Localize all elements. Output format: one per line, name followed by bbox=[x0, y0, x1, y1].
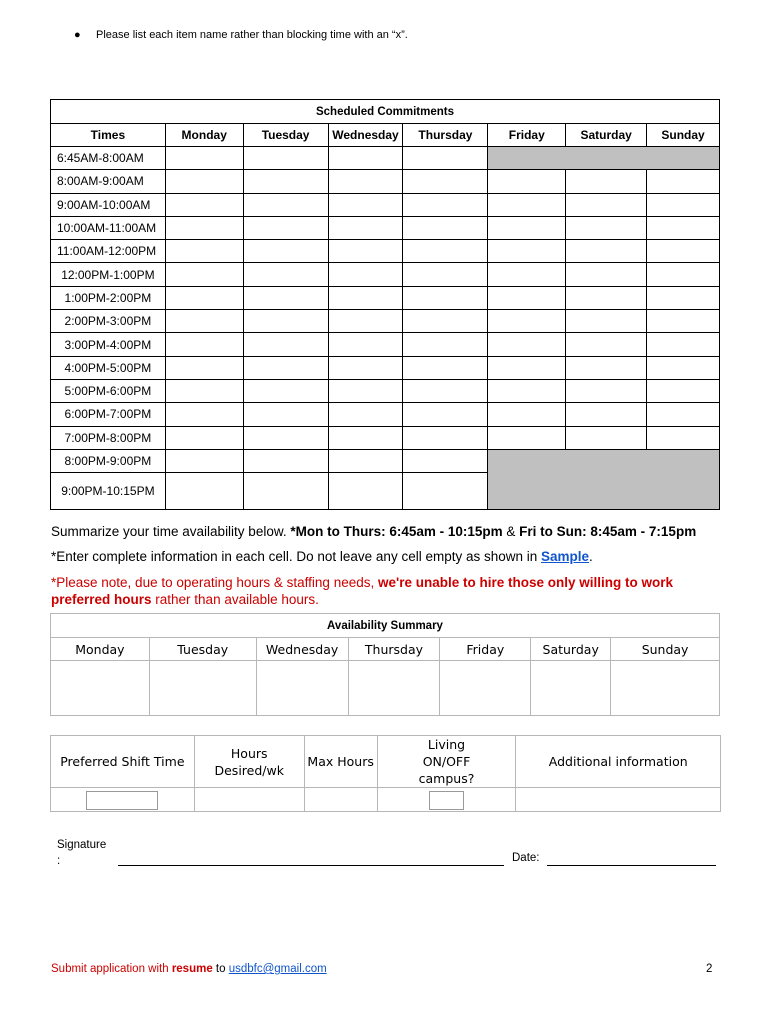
schedule-cell[interactable] bbox=[566, 356, 647, 379]
table-row bbox=[51, 379, 720, 402]
schedule-cell[interactable] bbox=[647, 426, 720, 449]
unavailable-block bbox=[488, 147, 720, 170]
schedule-cell[interactable] bbox=[165, 403, 243, 426]
table-row bbox=[51, 286, 720, 309]
header-times: Times bbox=[51, 124, 166, 147]
table-row bbox=[51, 216, 720, 239]
scheduled-commitments-table bbox=[50, 99, 720, 510]
avail-cell-thursday[interactable] bbox=[348, 661, 440, 716]
schedule-cell[interactable] bbox=[165, 216, 243, 239]
footer-note: Submit application with resume to usdbfc@gmail.com bbox=[51, 963, 327, 975]
schedule-cell[interactable] bbox=[243, 403, 328, 426]
header-friday: Friday bbox=[488, 124, 566, 147]
instruction-bullet bbox=[74, 29, 408, 41]
schedule-cell[interactable] bbox=[243, 193, 328, 216]
time-label: 9:00PM-10:15PM bbox=[51, 473, 166, 510]
preferred-shift-input[interactable] bbox=[86, 791, 158, 810]
table-row bbox=[51, 193, 720, 216]
additional-info-cell[interactable] bbox=[516, 788, 721, 812]
table-row bbox=[51, 333, 720, 356]
schedule-cell[interactable] bbox=[566, 426, 647, 449]
table-row bbox=[51, 147, 720, 170]
schedule-cell[interactable] bbox=[328, 333, 403, 356]
schedule-cell[interactable] bbox=[243, 333, 328, 356]
schedule-cell[interactable] bbox=[165, 473, 243, 510]
schedule-cell[interactable] bbox=[566, 170, 647, 193]
schedule-cell[interactable] bbox=[566, 216, 647, 239]
time-label: 6:00PM-7:00PM bbox=[51, 403, 166, 426]
schedule-cell[interactable] bbox=[488, 216, 566, 239]
date-label: Date: bbox=[512, 852, 540, 864]
bullet-text: Please list each item name rather than blocking time with an “x”. bbox=[96, 29, 408, 41]
schedule-cell[interactable] bbox=[403, 216, 488, 239]
date-line[interactable] bbox=[547, 865, 716, 866]
schedule-cell[interactable] bbox=[647, 356, 720, 379]
avail-cell-saturday[interactable] bbox=[531, 661, 611, 716]
table-row bbox=[51, 240, 720, 263]
schedule-cell[interactable] bbox=[566, 286, 647, 309]
time-label: 12:00PM-1:00PM bbox=[51, 263, 166, 286]
table-row bbox=[51, 403, 720, 426]
avail-cell-tuesday[interactable] bbox=[149, 661, 256, 716]
time-label: 8:00AM-9:00AM bbox=[51, 170, 166, 193]
schedule-cell[interactable] bbox=[566, 263, 647, 286]
schedule-cell[interactable] bbox=[403, 356, 488, 379]
schedule-cell[interactable] bbox=[403, 449, 488, 472]
header-max-hours: Max Hours bbox=[304, 736, 377, 788]
unavailable-block bbox=[488, 449, 720, 509]
header-thursday: Thursday bbox=[403, 124, 488, 147]
time-label: 7:00PM-8:00PM bbox=[51, 426, 166, 449]
table-row bbox=[51, 426, 720, 449]
schedule-cell[interactable] bbox=[165, 426, 243, 449]
avail-cell-wednesday[interactable] bbox=[256, 661, 348, 716]
table-row bbox=[51, 356, 720, 379]
schedule-cell[interactable] bbox=[165, 379, 243, 402]
schedule-cell[interactable] bbox=[488, 286, 566, 309]
schedule-cell[interactable] bbox=[165, 449, 243, 472]
availability-caption: Availability Summary bbox=[51, 614, 720, 638]
schedule-cell[interactable] bbox=[403, 170, 488, 193]
schedule-cell[interactable] bbox=[403, 310, 488, 333]
schedule-cell[interactable] bbox=[647, 263, 720, 286]
schedule-cell[interactable] bbox=[243, 216, 328, 239]
schedule-cell[interactable] bbox=[243, 170, 328, 193]
schedule-cell[interactable] bbox=[488, 240, 566, 263]
schedule-cell[interactable] bbox=[328, 426, 403, 449]
table-row bbox=[51, 449, 720, 472]
schedule-cell[interactable] bbox=[403, 147, 488, 170]
schedule-cell[interactable] bbox=[328, 263, 403, 286]
time-label: 9:00AM-10:00AM bbox=[51, 193, 166, 216]
schedule-cell[interactable] bbox=[647, 216, 720, 239]
time-label: 4:00PM-5:00PM bbox=[51, 356, 166, 379]
schedule-cell[interactable] bbox=[488, 426, 566, 449]
schedule-cell[interactable] bbox=[647, 379, 720, 402]
schedule-cell[interactable] bbox=[403, 379, 488, 402]
schedule-cell[interactable] bbox=[165, 170, 243, 193]
schedule-cell[interactable] bbox=[165, 356, 243, 379]
email-link[interactable]: usdbfc@gmail.com bbox=[228, 963, 327, 975]
schedule-cell[interactable] bbox=[488, 333, 566, 356]
summary-line-1: Summarize your time availability below. *Mon to Thurs: 6:45am - 10:15pm & Fri to Sun: 8:45am - 7:15pm bbox=[51, 524, 697, 539]
schedule-cell[interactable] bbox=[328, 473, 403, 510]
schedule-cell[interactable] bbox=[403, 426, 488, 449]
avail-day-sunday: Sunday bbox=[611, 638, 720, 661]
avail-day-monday: Monday bbox=[51, 638, 150, 661]
schedule-cell[interactable] bbox=[566, 403, 647, 426]
schedule-cell[interactable] bbox=[328, 286, 403, 309]
schedule-cell[interactable] bbox=[165, 310, 243, 333]
header-monday: Monday bbox=[165, 124, 243, 147]
schedule-cell[interactable] bbox=[488, 263, 566, 286]
schedule-cell[interactable] bbox=[488, 170, 566, 193]
schedule-cell[interactable] bbox=[328, 147, 403, 170]
schedule-cell[interactable] bbox=[165, 286, 243, 309]
avail-day-thursday: Thursday bbox=[348, 638, 440, 661]
max-hours-cell[interactable] bbox=[304, 788, 377, 812]
sample-link[interactable]: Sample bbox=[541, 549, 590, 564]
avail-cell-friday[interactable] bbox=[440, 661, 531, 716]
schedule-cell[interactable] bbox=[328, 216, 403, 239]
schedule-cell[interactable] bbox=[243, 356, 328, 379]
header-sunday: Sunday bbox=[647, 124, 720, 147]
schedule-caption: Scheduled Commitments bbox=[51, 100, 720, 124]
bullet-icon: ● bbox=[74, 29, 81, 41]
schedule-cell[interactable] bbox=[403, 333, 488, 356]
time-label: 1:00PM-2:00PM bbox=[51, 286, 166, 309]
schedule-cell[interactable] bbox=[488, 379, 566, 402]
summary-line-2: *Enter complete information in each cell. Do not leave any cell empty as shown in Sample. bbox=[51, 549, 593, 564]
schedule-cell[interactable] bbox=[328, 379, 403, 402]
schedule-cell[interactable] bbox=[488, 310, 566, 333]
schedule-header-row bbox=[51, 124, 720, 147]
schedule-cell[interactable] bbox=[566, 333, 647, 356]
schedule-cell[interactable] bbox=[403, 286, 488, 309]
schedule-cell[interactable] bbox=[566, 379, 647, 402]
schedule-cell[interactable] bbox=[243, 240, 328, 263]
preferred-shift-cell bbox=[51, 788, 195, 812]
schedule-cell[interactable] bbox=[165, 240, 243, 263]
avail-day-tuesday: Tuesday bbox=[149, 638, 256, 661]
header-tuesday: Tuesday bbox=[243, 124, 328, 147]
header-saturday: Saturday bbox=[566, 124, 647, 147]
schedule-cell[interactable] bbox=[647, 333, 720, 356]
schedule-cell[interactable] bbox=[328, 449, 403, 472]
avail-cell-monday[interactable] bbox=[51, 661, 150, 716]
schedule-cell[interactable] bbox=[243, 263, 328, 286]
header-additional-info: Additional information bbox=[516, 736, 721, 788]
avail-cell-sunday[interactable] bbox=[611, 661, 720, 716]
hours-desired-cell[interactable] bbox=[194, 788, 304, 812]
schedule-cell[interactable] bbox=[488, 403, 566, 426]
schedule-cell[interactable] bbox=[243, 426, 328, 449]
living-campus-input[interactable] bbox=[429, 791, 464, 810]
schedule-cell[interactable] bbox=[328, 356, 403, 379]
avail-day-friday: Friday bbox=[440, 638, 531, 661]
schedule-cell[interactable] bbox=[243, 310, 328, 333]
schedule-cell[interactable] bbox=[647, 240, 720, 263]
schedule-cell[interactable] bbox=[488, 356, 566, 379]
time-label: 10:00AM-11:00AM bbox=[51, 216, 166, 239]
schedule-cell[interactable] bbox=[566, 310, 647, 333]
schedule-cell[interactable] bbox=[165, 333, 243, 356]
header-living-campus: Living ON/OFF campus? bbox=[377, 736, 516, 788]
schedule-cell[interactable] bbox=[647, 170, 720, 193]
avail-day-saturday: Saturday bbox=[531, 638, 611, 661]
schedule-cell[interactable] bbox=[403, 240, 488, 263]
schedule-cell[interactable] bbox=[243, 449, 328, 472]
page-number: 2 bbox=[706, 963, 713, 975]
schedule-cell[interactable] bbox=[403, 403, 488, 426]
schedule-cell[interactable] bbox=[566, 193, 647, 216]
schedule-cell[interactable] bbox=[243, 286, 328, 309]
schedule-cell[interactable] bbox=[328, 193, 403, 216]
preferences-table bbox=[50, 735, 721, 812]
table-row bbox=[51, 170, 720, 193]
schedule-cell[interactable] bbox=[328, 170, 403, 193]
schedule-cell[interactable] bbox=[488, 193, 566, 216]
living-campus-cell bbox=[377, 788, 516, 812]
schedule-cell[interactable] bbox=[328, 240, 403, 263]
signature-line[interactable] bbox=[118, 865, 504, 866]
schedule-cell[interactable] bbox=[165, 193, 243, 216]
signature-label: Signature : bbox=[57, 839, 107, 867]
avail-day-wednesday: Wednesday bbox=[256, 638, 348, 661]
table-row bbox=[51, 310, 720, 333]
schedule-cell[interactable] bbox=[243, 147, 328, 170]
schedule-cell[interactable] bbox=[647, 286, 720, 309]
availability-summary-table bbox=[50, 613, 720, 716]
schedule-cell[interactable] bbox=[647, 193, 720, 216]
schedule-cell[interactable] bbox=[403, 473, 488, 510]
schedule-cell[interactable] bbox=[566, 240, 647, 263]
time-label: 2:00PM-3:00PM bbox=[51, 310, 166, 333]
time-label: 11:00AM-12:00PM bbox=[51, 240, 166, 263]
hiring-note: *Please note, due to operating hours & staffing needs, we're unable to hire those only willing to work preferred hours rather than available hours. bbox=[51, 575, 673, 607]
schedule-cell[interactable] bbox=[403, 263, 488, 286]
header-hours-desired: Hours Desired/wk bbox=[194, 736, 304, 788]
header-preferred-shift-time: Preferred Shift Time bbox=[51, 736, 195, 788]
schedule-cell[interactable] bbox=[165, 147, 243, 170]
schedule-cell[interactable] bbox=[243, 379, 328, 402]
schedule-cell[interactable] bbox=[328, 403, 403, 426]
time-label: 8:00PM-9:00PM bbox=[51, 449, 166, 472]
table-row bbox=[51, 263, 720, 286]
time-label: 6:45AM-8:00AM bbox=[51, 147, 166, 170]
schedule-cell[interactable] bbox=[647, 403, 720, 426]
schedule-cell[interactable] bbox=[165, 263, 243, 286]
schedule-cell[interactable] bbox=[328, 310, 403, 333]
time-label: 5:00PM-6:00PM bbox=[51, 379, 166, 402]
schedule-cell[interactable] bbox=[403, 193, 488, 216]
time-label: 3:00PM-4:00PM bbox=[51, 333, 166, 356]
schedule-cell[interactable] bbox=[243, 473, 328, 510]
schedule-cell[interactable] bbox=[647, 310, 720, 333]
header-wednesday: Wednesday bbox=[328, 124, 403, 147]
